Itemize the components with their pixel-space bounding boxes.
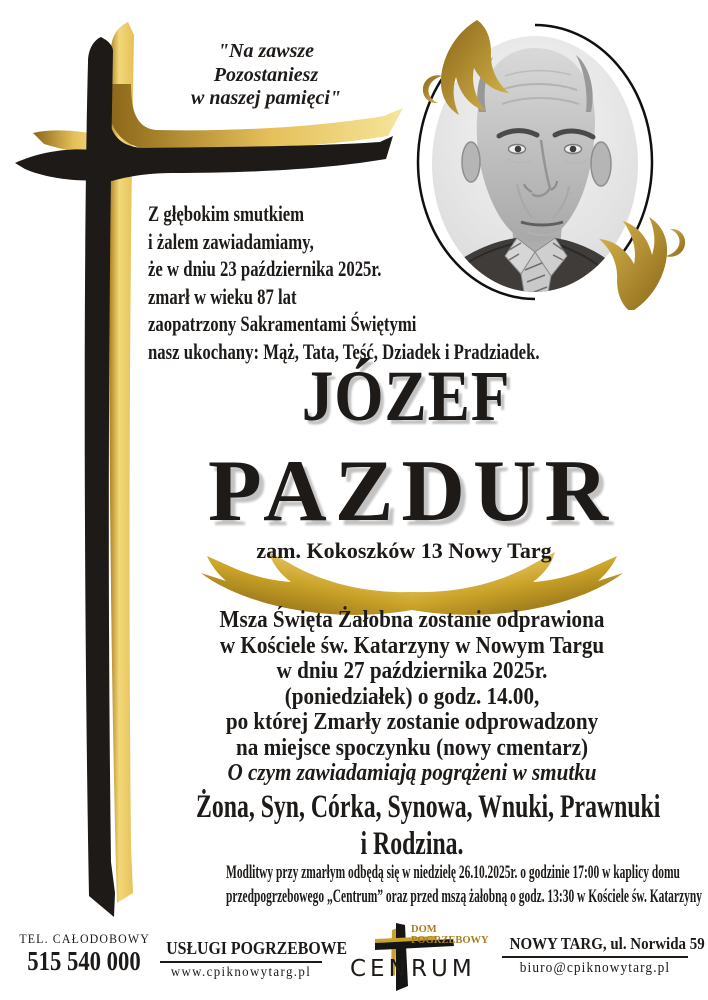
funeral-mass-details: [148, 608, 676, 787]
phone-label: TEL. CAŁODOBOWY: [19, 932, 150, 946]
prayer-schedule: [226, 862, 702, 909]
prayer-line: Modlitwy przy zmarłym odbędą się w niedzielę 26.10.2025r. o godzinie 17:00 w kaplicy domu: [226, 863, 680, 883]
logo-name-right: RUM: [411, 956, 476, 982]
footer-phone: [16, 932, 152, 975]
mass-line: (poniedziałek) o godz. 14.00,: [284, 683, 540, 710]
announcement-line: zaopatrzony Sakramentami Świętymi: [148, 311, 417, 336]
prayer-line: przedpogrzebowego „Centrum” oraz przed mszą żałobną o godz. 13:30 w Kościele św. Katarzyny: [226, 886, 702, 907]
logo-name-left: CEN: [350, 956, 410, 982]
announcement-line: Z głębokim smutkiem: [148, 201, 305, 226]
footer-address: [498, 934, 705, 977]
quote-line: w naszej pamięci": [191, 87, 341, 109]
quote-line: "Na zawsze: [217, 40, 315, 62]
mass-line: po której Zmarły zostanie odprowadzony: [225, 709, 599, 735]
memorial-quote: [126, 40, 406, 111]
announcement-line: zmarł w wieku 87 lat: [148, 283, 297, 309]
mass-line: w dniu 27 października 2025r.: [276, 658, 548, 684]
email-address: biuro@cpiknowytarg.pl: [519, 960, 671, 976]
divider-line: [160, 961, 322, 963]
mass-line: w Kościele św. Katarzyny w Nowym Targu: [219, 632, 605, 659]
footer-services: [156, 938, 348, 981]
website-url: www.cpiknowytarg.pl: [170, 965, 312, 980]
divider-line: [502, 956, 688, 958]
announcement-line: nasz ukochany: Mąż, Tata, Teść, Dziadek i Pradziadek.: [148, 338, 540, 364]
mourning-note: O czym zawiadamiają pogrążeni w smutku: [227, 760, 597, 786]
residence-line: zam. Kokoszków 13 Nowy Targ: [256, 538, 552, 563]
announcement-line: że w dniu 23 października 2025r.: [148, 256, 382, 281]
phone-number: 515 540 000: [27, 946, 141, 976]
deceased-first-name: JÓZEF: [301, 356, 511, 436]
mourning-family: [195, 789, 661, 863]
funeral-home-logo: [333, 920, 493, 998]
address-line: NOWY TARG, ul. Norwida 59: [509, 934, 705, 953]
announcement-line: i żalem zawiadamiamy,: [148, 228, 314, 254]
mass-line: Msza Święta Żałobna zostanie odprawiona: [219, 607, 605, 633]
family-line: i Rodzina.: [360, 826, 464, 862]
family-line: Żona, Syn, Córka, Synowa, Wnuki, Prawnuki: [195, 789, 661, 825]
quote-line: Pozostaniesz: [213, 63, 319, 86]
mass-line: na miejsce spoczynku (nowy cmentarz): [236, 734, 588, 761]
services-label: USŁUGI POGRZEBOWE: [166, 938, 348, 958]
deceased-last-name: PAZDUR: [207, 443, 617, 540]
logo-dom-label: DOM: [411, 924, 437, 935]
death-announcement: [148, 200, 540, 365]
logo-pogrzebowy-label: POGRZEBOWY: [411, 935, 489, 946]
